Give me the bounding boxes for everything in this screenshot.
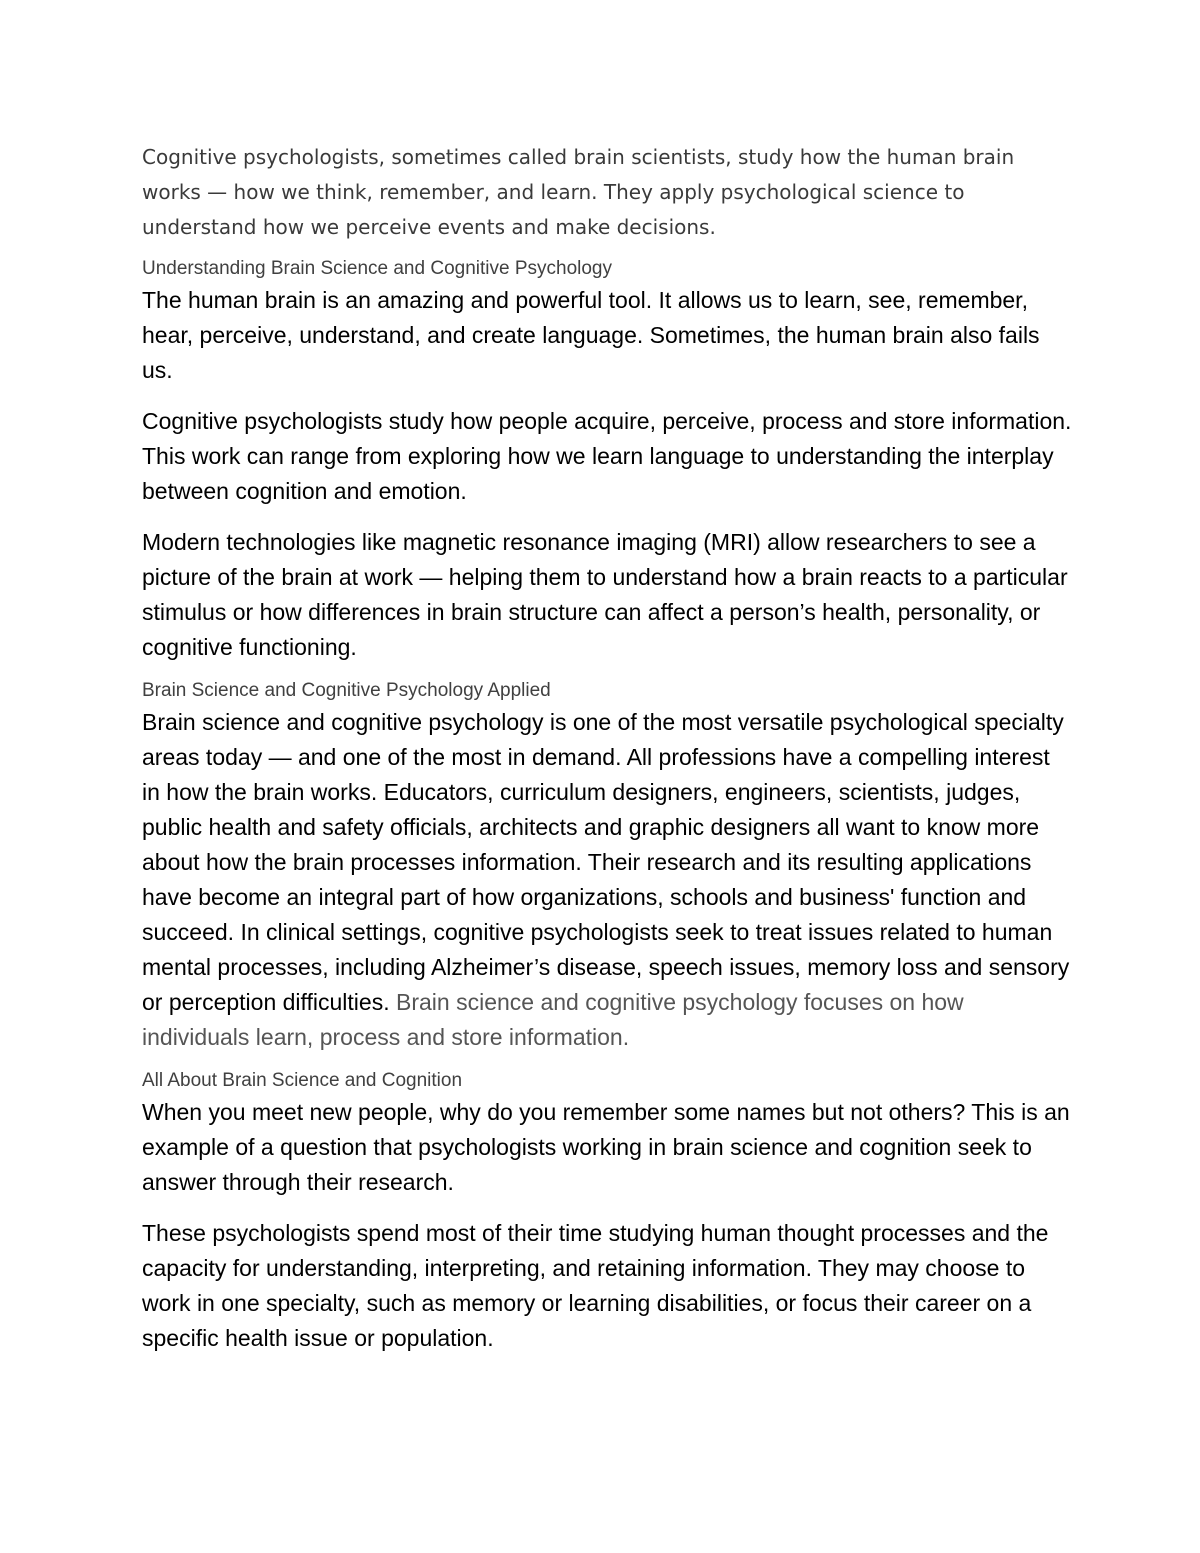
section-heading: Brain Science and Cognitive Psychology Applied <box>142 680 551 701</box>
paragraph: When you meet new people, why do you remember some names but not others? This is an example of a question that psychologists working in brain science and cognition seek to answer through their research. <box>142 1099 1070 1195</box>
paragraph: These psychologists spend most of their time studying human thought processes and the capacity for understanding, interpreting, and retaining information. They may choose to work in one specialty, such as memory or learning disabilities, or focus their career on a specific health issue or population. <box>142 1220 1049 1351</box>
section-heading: Understanding Brain Science and Cognitive Psychology <box>142 258 612 279</box>
paragraph: Modern technologies like magnetic resonance imaging (MRI) allow researchers to see a picture of the brain at work — helping them to understand how a brain reacts to a particular stimulus or how differences in brain structure can affect a person’s health, personality, or cognitive functioning. <box>142 529 1068 660</box>
intro-paragraph: Cognitive psychologists, sometimes called brain scientists, study how the human brain works — how we think, remember, and learn. They apply psychological science to understand how we perceive events and make decisions. <box>142 145 1015 239</box>
paragraph-main-text: Brain science and cognitive psychology is one of the most versatile psychological specialty areas today — and one of the most in demand. All professions have a compelling interest in how the brain works. Educators, curriculum designers, engineers, scientists, judges, public health and safety officials, architects and graphic designers all want to know more about how the brain processes information. Their research and its resulting applications have become an integral part of how organizations, schools and business' function and succeed. In clinical settings, cognitive psychologists seek to treat issues related to human mental processes, including Alzheimer’s disease, speech issues, memory loss and sensory or perception difficulties. <box>142 709 1070 1015</box>
section-applied <box>142 677 1072 1055</box>
paragraph-summary-text: Brain science and cognitive psychology focuses on how individuals learn, process and store information. <box>142 989 964 1050</box>
document-page <box>142 140 1072 1372</box>
section-all-about <box>142 1067 1072 1356</box>
section-heading: All About Brain Science and Cognition <box>142 1070 463 1091</box>
paragraph: The human brain is an amazing and powerful tool. It allows us to learn, see, remember, hear, perceive, understand, and create language. Sometimes, the human brain also fails us. <box>142 287 1040 383</box>
paragraph: Cognitive psychologists study how people acquire, perceive, process and store information. This work can range from exploring how we learn language to understanding the interplay between cognition and emotion. <box>142 408 1072 504</box>
paragraph <box>142 705 1072 1055</box>
section-understanding <box>142 255 1072 665</box>
